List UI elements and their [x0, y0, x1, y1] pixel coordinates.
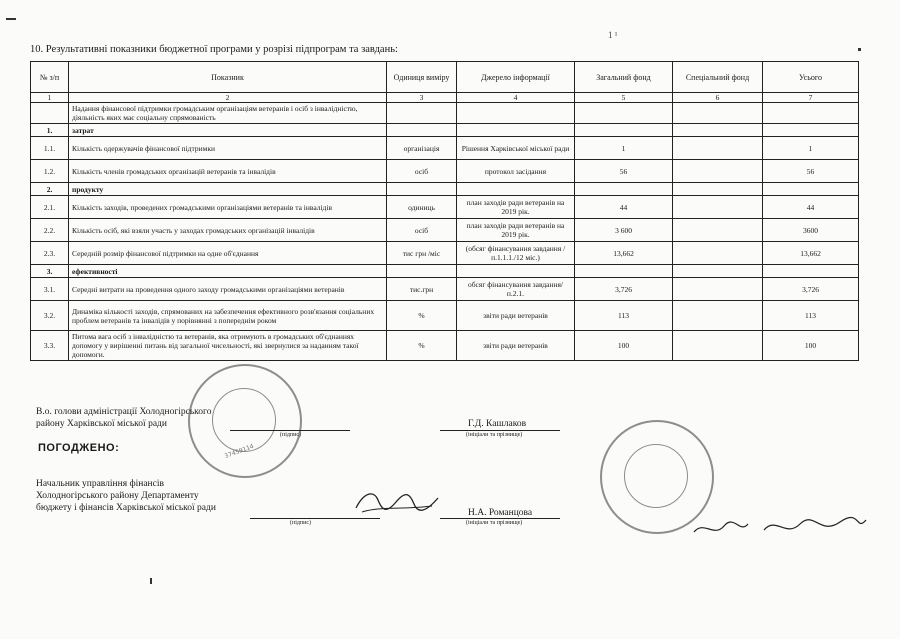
head-position-line2: району Харківської міської ради	[36, 419, 167, 429]
row-number: 3.3.	[31, 331, 69, 361]
section-row	[31, 124, 859, 137]
table-row	[31, 301, 859, 331]
col-number: 6	[673, 93, 763, 103]
row-general: 3,726	[575, 278, 673, 301]
scan-speck	[6, 18, 16, 20]
row-total: 44	[763, 196, 859, 219]
row-general: 113	[575, 301, 673, 331]
table-row	[31, 278, 859, 301]
row-total: 113	[763, 301, 859, 331]
row-total: 100	[763, 331, 859, 361]
row-indicator: Середні витрати на проведення одного заходу громадськими організаціями ветеранів	[69, 278, 387, 301]
agreed-heading: ПОГОДЖЕНО:	[38, 442, 120, 454]
table-row	[31, 331, 859, 361]
head-position-line1: В.о. голови адміністрації Холодногірського	[36, 407, 212, 417]
row-general: 3 600	[575, 219, 673, 242]
col-header: Усього	[763, 62, 859, 93]
right-signatures	[690, 512, 870, 542]
row-source: звіти ради ветеранів	[457, 301, 575, 331]
row-number: 1.2.	[31, 160, 69, 183]
table-header	[31, 62, 859, 93]
row-total: 56	[763, 160, 859, 183]
row-special	[673, 160, 763, 183]
row-special	[673, 301, 763, 331]
finance-position-line2: Холодногірського району Департаменту	[36, 491, 199, 501]
row-general: 56	[575, 160, 673, 183]
table-row	[31, 137, 859, 160]
row-special	[673, 278, 763, 301]
finance-name-caption: (ініціали та прізвище)	[466, 520, 523, 526]
row-source: (обсяг фінансування завдання /п.1.1.1./12 міс.)	[457, 242, 575, 265]
row-number: 1.1.	[31, 137, 69, 160]
scan-speck	[858, 48, 861, 51]
row-unit: осіб	[387, 160, 457, 183]
finance-position-line1: Начальник управління фінансів	[36, 479, 164, 489]
row-general: 100	[575, 331, 673, 361]
section-name: ефективності	[69, 265, 387, 278]
row-total: 1	[763, 137, 859, 160]
task-row	[31, 103, 859, 124]
head-sign-caption: (підпис)	[280, 432, 302, 438]
section-name: затрат	[69, 124, 387, 137]
row-indicator: Кількість осіб, які взяли участь у заходах громадських організацій інвалідів	[69, 219, 387, 242]
col-number: 5	[575, 93, 673, 103]
official-stamp-left-inner	[212, 388, 276, 452]
row-number: 2.1.	[31, 196, 69, 219]
row-unit: тис грн /міс	[387, 242, 457, 265]
section-number: 2.	[31, 183, 69, 196]
table-row	[31, 242, 859, 265]
row-indicator: Кількість одержувачів фінансової підтримки	[69, 137, 387, 160]
row-general: 13,662	[575, 242, 673, 265]
row-number: 3.1.	[31, 278, 69, 301]
row-special	[673, 219, 763, 242]
col-header: Джерело інформації	[457, 62, 575, 93]
scan-speck	[150, 578, 152, 584]
corner-mark: 1 ¹	[608, 30, 618, 40]
row-source: обсяг фінансування завдання/п.2.1.	[457, 278, 575, 301]
handwritten-signature	[352, 486, 442, 520]
col-number: 7	[763, 93, 859, 103]
row-indicator: Динаміка кількості заходів, спрямованих на забезпечення ефективного розв'язання соціальних проблем ветеранів та інвалідів у порівнянні з попереднім роком	[69, 301, 387, 331]
finance-name: Н.А. Романцова	[468, 508, 533, 518]
row-general: 1	[575, 137, 673, 160]
row-unit: організація	[387, 137, 457, 160]
col-header: Загальний фонд	[575, 62, 673, 93]
task-description: Надання фінансової підтримки громадським організаціям ветеранів і осіб з інвалідністю, діяльність яких має соціальну спрямованість	[69, 103, 387, 124]
row-indicator: Кількість членів громадських організацій ветеранів та інвалідів	[69, 160, 387, 183]
row-indicator: Середній розмір фінансової підтримки на одне об'єднання	[69, 242, 387, 265]
row-indicator: Питома вага осіб з інвалідністю та ветеранів, яка отримують в громадських об'єднаннях допомогу у вирішенні питань від загальної чисельності, які звернулися за наданням такої допомоги.	[69, 331, 387, 361]
table-row	[31, 219, 859, 242]
col-number: 3	[387, 93, 457, 103]
row-special	[673, 242, 763, 265]
col-header: № з/п	[31, 62, 69, 93]
head-sign-line	[230, 430, 350, 431]
row-total: 3,726	[763, 278, 859, 301]
indicators-table	[30, 61, 859, 361]
finance-sign-caption: (підпис)	[290, 520, 312, 526]
row-number: 3.2.	[31, 301, 69, 331]
row-source: план заходів ради ветеранів на 2019 рік.	[457, 196, 575, 219]
col-header: Спеціальний фонд	[673, 62, 763, 93]
row-source: Рішення Харківської міської ради	[457, 137, 575, 160]
table-row	[31, 160, 859, 183]
row-total: 3600	[763, 219, 859, 242]
col-number: 2	[69, 93, 387, 103]
row-indicator: Кількість заходів, проведених громадськими організаціями ветеранів та інвалідів	[69, 196, 387, 219]
col-number: 4	[457, 93, 575, 103]
row-unit: тис.грн	[387, 278, 457, 301]
row-number: 2.2.	[31, 219, 69, 242]
row-unit: %	[387, 301, 457, 331]
col-number: 1	[31, 93, 69, 103]
row-unit: одиниць	[387, 196, 457, 219]
row-special	[673, 137, 763, 160]
finance-position-line3: бюджету і фінансів Харківської міської ради	[36, 503, 216, 513]
row-source: протокол засідання	[457, 160, 575, 183]
official-stamp-right-inner	[624, 444, 688, 508]
row-general: 44	[575, 196, 673, 219]
section-row	[31, 265, 859, 278]
row-special	[673, 331, 763, 361]
stamp-number: 37459114	[223, 442, 255, 461]
section-row	[31, 183, 859, 196]
row-source: звіти ради ветеранів	[457, 331, 575, 361]
head-name-line	[440, 430, 560, 431]
section-name: продукту	[69, 183, 387, 196]
col-header: Показник	[69, 62, 387, 93]
row-special	[673, 196, 763, 219]
finance-name-line	[440, 518, 560, 519]
row-source: план заходів ради ветеранів на 2019 рік.	[457, 219, 575, 242]
section-number: 1.	[31, 124, 69, 137]
column-numbers-row	[31, 93, 859, 103]
table-row	[31, 196, 859, 219]
head-name-caption: (ініціали та прізвище)	[466, 432, 523, 438]
head-name: Г.Д. Кашлаков	[468, 419, 527, 429]
page-title: 10. Результативні показники бюджетної програми у розрізі підпрограм та завдань:	[30, 44, 398, 55]
row-unit: осіб	[387, 219, 457, 242]
section-number: 3.	[31, 265, 69, 278]
row-total: 13,662	[763, 242, 859, 265]
finance-sign-line	[250, 518, 380, 519]
row-number: 2.3.	[31, 242, 69, 265]
col-header: Одиниця виміру	[387, 62, 457, 93]
row-unit: %	[387, 331, 457, 361]
